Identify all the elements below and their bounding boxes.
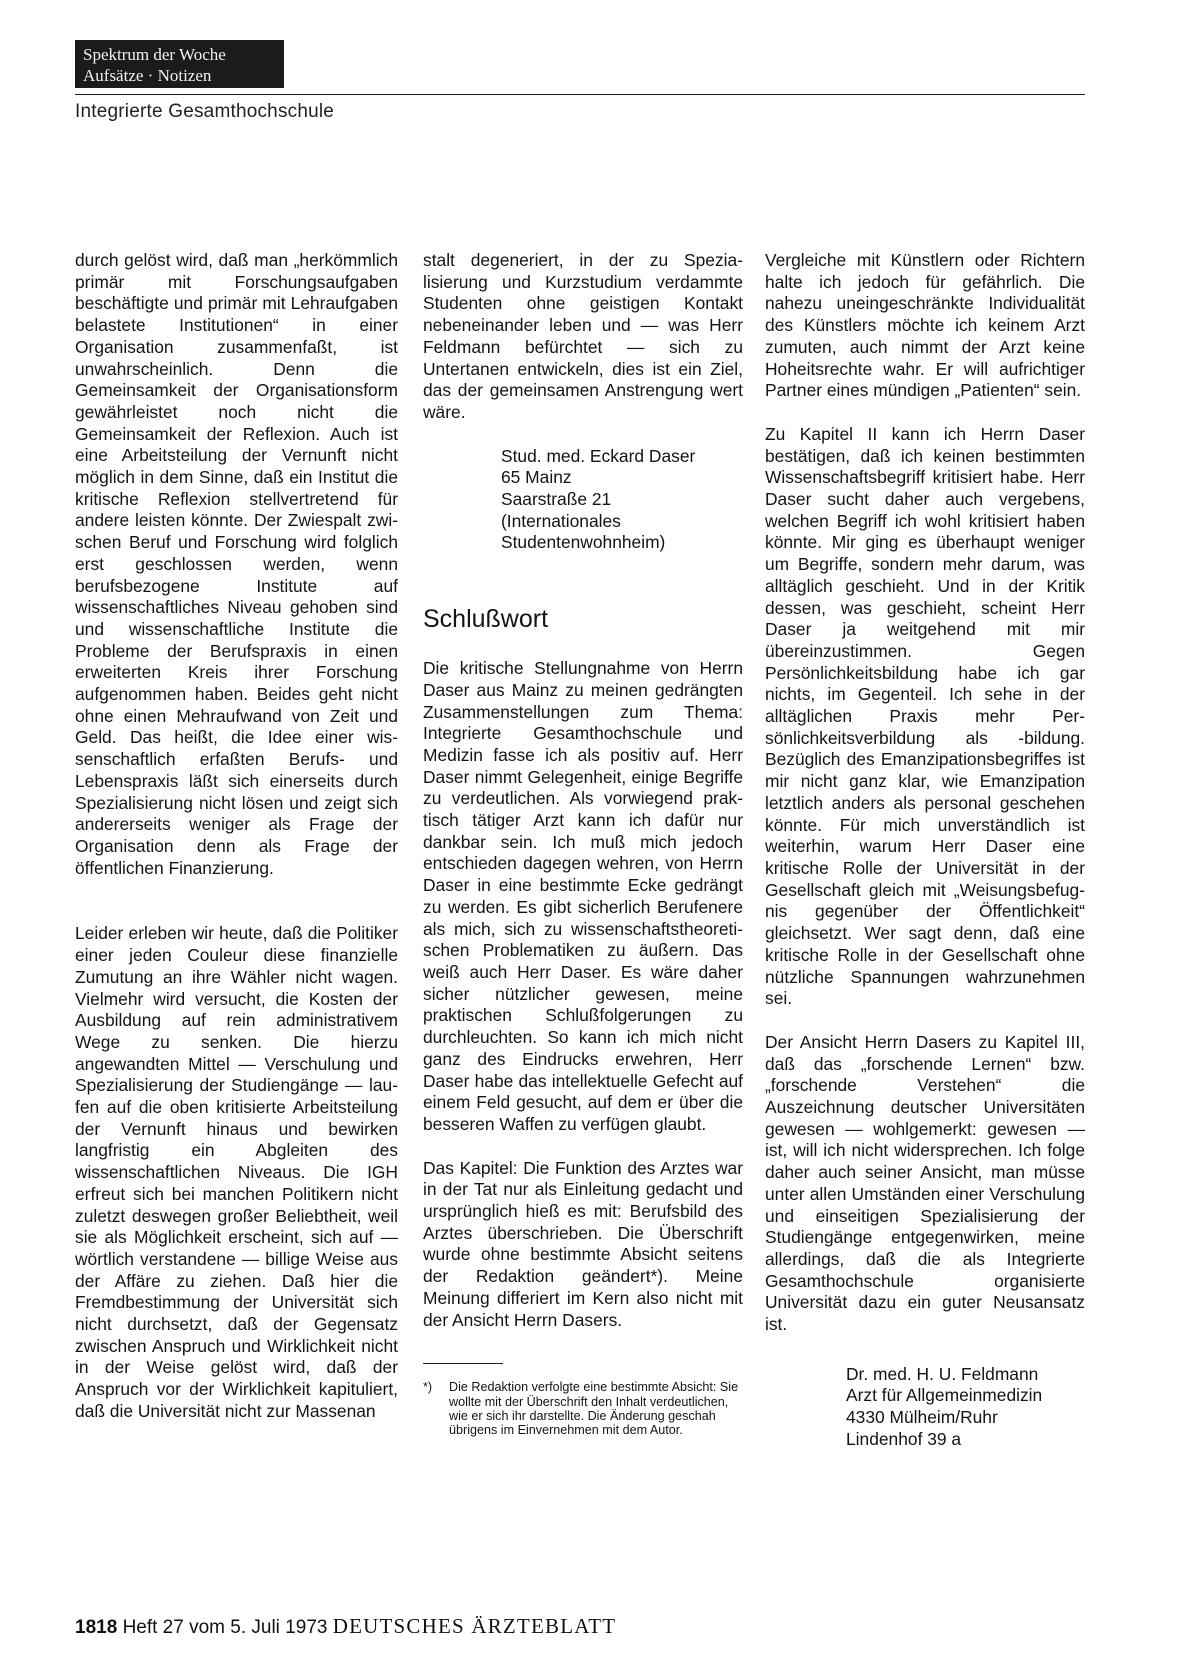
signature-line: (Internationales — [501, 510, 621, 531]
signature-line: Dr. med. H. U. Feldmann — [846, 1363, 1039, 1384]
section-title: Integrierte Gesamthochschule — [75, 101, 335, 122]
footnote-rule — [423, 1363, 503, 1364]
badge-line-2: Aufsätze · Notizen — [83, 66, 212, 85]
paragraph: Vergleiche mit Künstlern oder Richtern halte ich jedoch für gefährlich. Die nahezu uneingeschränkte Individualität des Künstlers möchte ich keinem Arzt zumuten, auch nimmt der Arzt keine Hoheitsrechte wahr. Er will aufrichtiger Partner eines mündigen „Patienten“ sein. — [765, 250, 1085, 401]
paragraph: Leider erleben wir heute, daß die Politiker einer jeden Couleur diese finanzielle Zumutung an ihre Wähler nicht wagen. Vielmehr wird versucht, die Kosten der Ausbildung auf rein administrativem Wege zu senken. Die hierzu angewandten Mittel — Verschulung und Spezialisierung der Studiengänge — laufen auf die oben kritisierte Arbeitsteilung der Vernunft hinaus und bewirken langfristig ein Abgleiten des wissenschaftlichen Niveaus. Die IGH erfreut sich bei manchen Politikern nicht zuletzt deswegen großer Beliebtheit, weil sie als Möglichkeit erscheint, sich auf — wörtlich verstandene — billige Weise aus der Affäre zu ziehen. Daß hier die Fremdbestimmung der Universität sich nicht durchsetzt, daß der Gegensatz zwischen Anspruch und Wirklichkeit nicht in der Weise gelöst wird, daß der Anspruch vor der Wirklichkeit kapituliert, daß die Universität nicht zur Massenan — [75, 923, 398, 1421]
column-1 — [75, 250, 398, 1423]
page-number: 1818 — [75, 1617, 118, 1638]
footnote — [423, 1380, 743, 1438]
footnote-mark: *) — [423, 1380, 433, 1395]
page-footer — [75, 1614, 616, 1640]
author-signature-feldmann — [846, 1364, 1085, 1451]
signature-line: 4330 Mülheim/Ruhr — [846, 1407, 998, 1428]
signature-line: Studentenwohnheim) — [501, 532, 666, 553]
column-2 — [423, 250, 743, 1438]
signature-line: Stud. med. Eckard Daser — [501, 445, 696, 466]
paragraph: Das Kapitel: Die Funktion des Arztes war in der Tat nur als Einleitung gedacht und ursprünglich hieß es mit: Berufsbild des Arztes überschrieben. Die Überschrift wurde ohne bestimmte Absicht seitens der Redaktion geändert*). Meine Meinung differiert im Kern also nicht mit der Ansicht Herrn Dasers. — [423, 1157, 743, 1330]
signature-line: Lindenhof 39 a — [846, 1428, 962, 1449]
paragraph: Zu Kapitel II kann ich Herrn Daser bestätigen, daß ich keinen bestimmten Wissenschaftsbegriff kritisiert habe. Herr Daser sucht daher auch vergebens, welchen Begriff ich wohl kritisiert haben könnte. Mir ging es überhaupt weniger um Begriffe, sondern mehr darum, was alltäglich geschieht. Und in der Kritik dessen, was geschieht, scheint Herr Daser ja weitgehend mit mir übereinzustimmen. Gegen Persönlichkeitsbildung habe ich gar nichts, im Gegenteil. Ich sehe in der alltäglichen Praxis mehr Persönlichkeitsverbildung als -bildung. Bezüglich des Emanzipationsbegriffes ist mir nicht ganz klar, wie Emanzipation letztlich anders als personal geschehen könnte. Für mich unverständlich ist weiterhin, warum Herr Daser eine kritische Rolle der Universität in der Gesellschaft gleich mit „Weisungsbefugnis gegenüber der Öffentlichkeit“ gleichsetzt. Wer sagt denn, daß eine kritische Rolle in der Gesellschaft ohne nützliche Spannungen wahrzunehmen sei. — [765, 423, 1085, 1009]
paragraph: stalt degeneriert, in der zu Spezialisierung und Kurzstudium verdammte Studenten ohne geistigen Kontakt nebeneinander leben und — was Herr Feldmann befürchtet — sich zu Untertanen entwickeln, dies ist ein Ziel, das der gemeinsamen Anstrengung wert wäre. — [423, 250, 743, 422]
magazine-name: DEUTSCHES ÄRZTEBLATT — [332, 1614, 617, 1638]
signature-line: Arzt für Allgemeinmedizin — [846, 1385, 1043, 1406]
paragraph: Der Ansicht Herrn Dasers zu Kapitel III, daß das „forschende Lernen“ bzw. „forschende Verstehen“ die Auszeichnung deutscher Universitäten gewesen — wohlgemerkt: gewesen — ist, will ich nicht widersprechen. Ich folge daher auch seiner Ansicht, man müsse unter allen Umständen einer Verschulung und einseitigen Spezialisierung der Studiengänge entgegenwirken, meine allerdings, daß die als Integrierte Gesamthochschule organisierte Universität dazu ein guter Neusansatz ist. — [765, 1031, 1085, 1335]
signature-line: Saarstraße 21 — [501, 489, 612, 510]
author-signature-daser — [501, 446, 743, 555]
article-heading: Schlußwort — [423, 605, 549, 634]
badge-line-1: Spektrum der Woche — [83, 45, 226, 64]
header-rule — [75, 94, 1085, 95]
signature-line: 65 Mainz — [501, 467, 572, 488]
paragraph: durch gelöst wird, daß man „herkömmlich primär mit Forschungsaufgaben beschäftigte und primär mit Lehraufgaben belastete Institutionen“ in einer Organisation zusammenfaßt, ist unwahrscheinlich. Denn die Gemeinsamkeit der Organisationsform gewährleistet noch nicht die Gemeinsamkeit der Reflexion. Auch ist eine Arbeitsteilung der Vernunft nicht möglich in dem Sinne, daß ein Institut die kritische Reflexion stellvertretend für andere leisten könnte. Der Zwiespalt zwischen Beruf und Forschung wird folglich erst geschlossen werden, wenn berufsbezogene Institute auf wissenschaftliches Niveau gehoben sind und wissenschaftliche Institute die Probleme der Berufspraxis in einen erweiterten Kreis ihrer Forschung aufgenommen haben. Beides geht nicht ohne einen Mehraufwand von Zeit und Geld. Das heißt, die Idee einer wissenschaftlich erfaßten Berufs- und Lebenspraxis läßt sich einerseits durch Spezialisierung nicht lösen und zeigt sich andererseits weniger als Frage der Organisation denn als Frage der öffentlichen Finanzierung. — [75, 250, 398, 878]
column-3 — [765, 250, 1085, 1451]
paragraph: Die kritische Stellungnahme von Herrn Daser aus Mainz zu meinen gedrängten Zusammenstellungen zum Thema: Integrierte Gesamthochschule und Medizin fasse ich als positiv auf. Herr Daser nimmt Gelegenheit, einige Begriffe zu verdeutlichen. Als vorwiegend praktisch tätiger Arzt kann ich dafür nur dankbar sein. Ich muß mich jedoch entschieden dagegen wehren, von Herrn Daser in eine bestimmte Ecke gedrängt zu werden. Es gibt sicherlich Berufenere als mich, sich zu wissenschaftstheoretischen Problematiken zu äußern. Das weiß auch Herr Daser. Es wäre daher sicher nützlicher gewesen, meine praktischen Schlußfolgerungen zu durchleuchten. So kann ich mich nicht ganz des Eindrucks erwehren, Herr Daser habe das intellektuelle Gefecht auf einem Feld gesucht, auf dem er über die besseren Waffen zu verfügen glaubt. — [423, 658, 743, 1134]
issue-info: Heft 27 vom 5. Juli 1973 — [122, 1617, 328, 1638]
section-badge — [75, 40, 284, 88]
footnote-text: Die Redaktion verfolgte eine bestimmte Absicht: Sie wollte mit der Überschrift den Inhalt verdeutlichen, wie er sich ihr darstellte. Die Änderung geschah übrigens im Einvernehmen mit dem Autor. — [449, 1380, 739, 1438]
